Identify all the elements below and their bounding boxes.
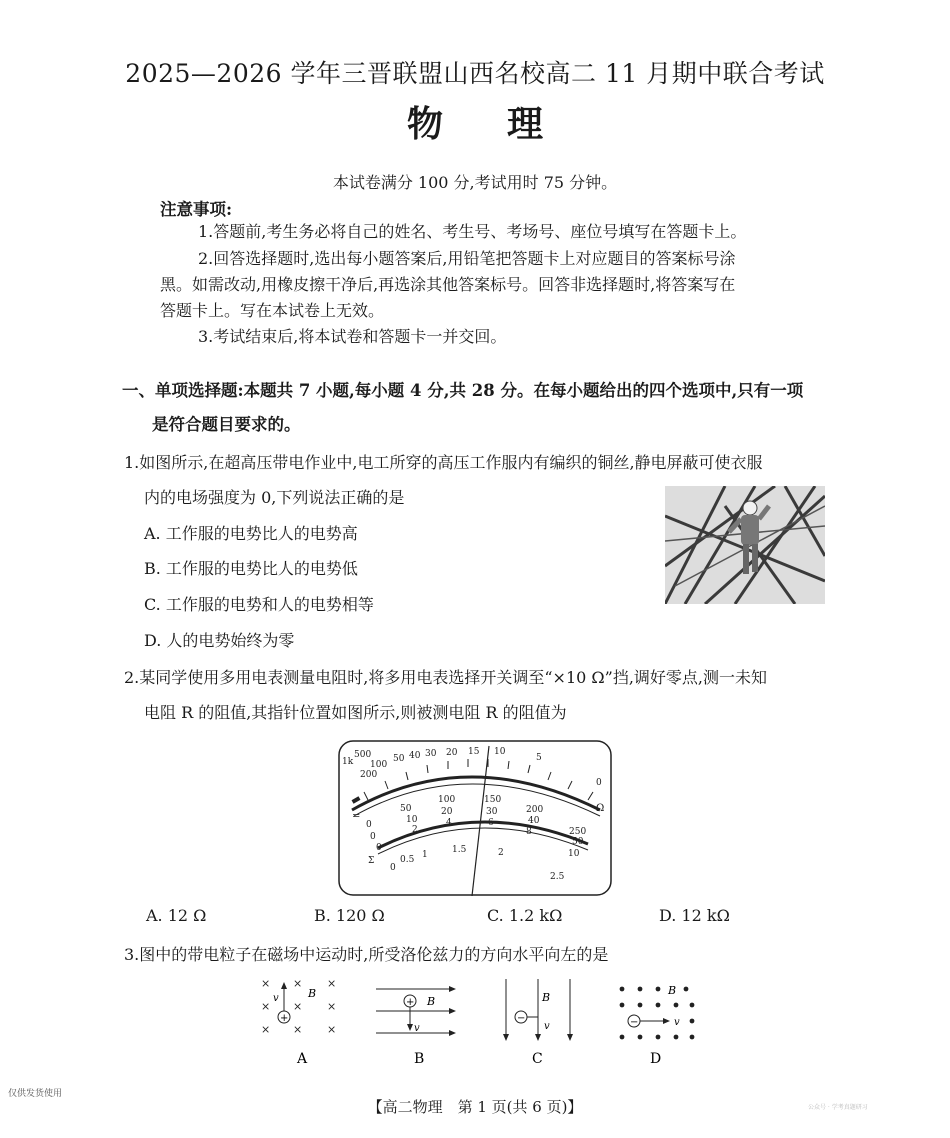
dc-symbol: = bbox=[352, 811, 361, 822]
notes-heading: 注意事项: bbox=[160, 200, 233, 219]
q2-stem-line2: 电阻 R 的阻值,其指针位置如图所示,则被测电阻 R 的阻值为 bbox=[144, 703, 567, 722]
ac-2.5: 2.5 bbox=[550, 872, 565, 882]
dc-c-4: 4 bbox=[446, 818, 452, 828]
ohm-20: 20 bbox=[446, 748, 458, 758]
q3-figure-c bbox=[494, 975, 584, 1065]
svg-text:−: − bbox=[630, 1017, 639, 1028]
dc-a-50: 50 bbox=[400, 804, 412, 814]
page-footer: 【高二物理 第 1 页(共 6 页)】 bbox=[367, 1098, 583, 1116]
q3-figure-a bbox=[255, 975, 345, 1065]
dc-c-6: 6 bbox=[488, 818, 494, 828]
svg-text:−: − bbox=[517, 1013, 526, 1024]
section-heading-line1: 一、单项选择题:本题共 7 小题,每小题 4 分,共 28 分。在每小题给出的四个选项中,只有一项 bbox=[122, 381, 804, 400]
q2-stem-line1: 2.某同学使用多用电表测量电阻时,将多用电表选择开关调至“×10 Ω”挡,调好零点,测一未知 bbox=[124, 668, 768, 687]
fig-c-label: C bbox=[532, 1051, 543, 1065]
fig-b-b-label: B bbox=[427, 995, 436, 1008]
ohm-30: 30 bbox=[425, 749, 437, 759]
svg-text:×: × bbox=[293, 1023, 303, 1036]
ohm-15: 15 bbox=[468, 747, 480, 757]
dc-a-150: 150 bbox=[484, 795, 502, 805]
q1-option-c: C. 工作服的电势和人的电势相等 bbox=[144, 595, 374, 614]
q2-option-d: D. 12 kΩ bbox=[659, 906, 730, 925]
ac-1: 1 bbox=[422, 850, 428, 860]
svg-text:×: × bbox=[327, 977, 337, 990]
fig-b-v-label: v bbox=[414, 1023, 420, 1034]
dc-b-30: 30 bbox=[486, 807, 498, 817]
dc-b-0: 0 bbox=[370, 832, 376, 842]
dc-c-8: 8 bbox=[526, 827, 532, 837]
fig-a-v-label: v bbox=[273, 993, 279, 1004]
section-heading-line2: 是符合题目要求的。 bbox=[152, 415, 301, 434]
fig-b-label: B bbox=[414, 1051, 425, 1065]
ohm-50: 50 bbox=[393, 754, 405, 764]
note-3: 3.考试结束后,将本试卷和答题卡一并交回。 bbox=[198, 327, 507, 346]
svg-text:+: + bbox=[280, 1013, 289, 1024]
q3-figure-d bbox=[612, 975, 702, 1065]
ac-0: 0 bbox=[390, 863, 396, 873]
svg-text:×: × bbox=[293, 1000, 303, 1013]
ohm-200: 200 bbox=[360, 770, 378, 780]
q1-option-d: D. 人的电势始终为零 bbox=[144, 631, 295, 650]
dc-b-20: 20 bbox=[441, 807, 453, 817]
dc-b-50: 50 bbox=[572, 837, 584, 847]
q2-option-b: B. 120 Ω bbox=[314, 906, 385, 925]
ohm-500: 500 bbox=[354, 750, 372, 760]
dc-a-0: 0 bbox=[366, 820, 372, 830]
watermark: 公众号 · 学考真题研习 bbox=[808, 1104, 868, 1111]
ohm-0: 0 bbox=[596, 778, 602, 788]
svg-text:×: × bbox=[293, 977, 303, 990]
exam-title: 2025—2026 学年三晋联盟山西名校高二 11 月期中联合考试 bbox=[125, 59, 825, 88]
ac-symbol: Σ bbox=[368, 856, 375, 866]
multimeter-dial bbox=[338, 740, 612, 896]
q3-stem: 3.图中的带电粒子在磁场中运动时,所受洛伦兹力的方向水平向左的是 bbox=[124, 945, 609, 964]
note-2-line1: 2.回答选择题时,选出每小题答案后,用铅笔把答题卡上对应题目的答案标号涂 bbox=[198, 249, 736, 268]
q2-option-a: A. 12 Ω bbox=[146, 906, 207, 925]
note-2-line2: 黑。如需改动,用橡皮擦干净后,再选涂其他答案标号。回答非选择题时,将答案写在 bbox=[160, 275, 736, 294]
note-2-line3: 答题卡上。写在本试卷上无效。 bbox=[160, 301, 385, 320]
ohm-1k: 1k bbox=[342, 757, 354, 767]
q3-figure-b bbox=[372, 975, 462, 1065]
svg-text:×: × bbox=[327, 1000, 337, 1013]
fig-c-b-label: B bbox=[542, 991, 551, 1004]
q1-option-b: B. 工作服的电势比人的电势低 bbox=[144, 559, 358, 578]
dc-c-0: 0 bbox=[376, 843, 382, 853]
fig-a-b-label: B bbox=[308, 987, 317, 1000]
dc-c-2: 2 bbox=[412, 825, 418, 835]
note-1: 1.答题前,考生务必将自己的姓名、考生号、考场号、座位号填写在答题卡上。 bbox=[198, 222, 747, 241]
svg-text:+: + bbox=[406, 997, 415, 1008]
dc-c-10: 10 bbox=[568, 849, 580, 859]
ohm-10: 10 bbox=[494, 747, 506, 757]
exam-intro: 本试卷满分 100 分,考试用时 75 分钟。 bbox=[332, 173, 618, 192]
dc-b-40: 40 bbox=[528, 816, 540, 826]
fig-d-b-label: B bbox=[668, 984, 677, 997]
svg-text:×: × bbox=[327, 1023, 337, 1036]
svg-text:×: × bbox=[261, 1023, 271, 1036]
ac-1.5: 1.5 bbox=[452, 845, 467, 855]
ohm-100: 100 bbox=[370, 760, 388, 770]
subject-title: 物理 bbox=[406, 103, 607, 145]
dc-b-10: 10 bbox=[406, 815, 418, 825]
fig-d-v-label: v bbox=[674, 1017, 680, 1028]
dc-a-100: 100 bbox=[438, 795, 456, 805]
fig-c-v-label: v bbox=[544, 1021, 550, 1032]
dc-a-250: 250 bbox=[569, 827, 587, 837]
q1-stem-line2: 内的电场强度为 0,下列说法正确的是 bbox=[144, 488, 405, 507]
fig-a-label: A bbox=[297, 1051, 308, 1065]
footer-note: 仅供发货使用 bbox=[8, 1089, 63, 1099]
q1-option-a: A. 工作服的电势比人的电势高 bbox=[144, 524, 358, 543]
ohm-unit: Ω bbox=[596, 803, 605, 814]
q2-option-c: C. 1.2 kΩ bbox=[487, 906, 563, 925]
q1-photo-tower-worker bbox=[665, 486, 825, 604]
q1-stem-line1: 1.如图所示,在超高压带电作业中,电工所穿的高压工作服内有编织的铜丝,静电屏蔽可使衣服 bbox=[124, 453, 763, 472]
dc-a-200: 200 bbox=[526, 805, 544, 815]
fig-d-label: D bbox=[650, 1051, 662, 1065]
svg-text:×: × bbox=[261, 977, 271, 990]
ac-2: 2 bbox=[498, 848, 504, 858]
svg-text:×: × bbox=[261, 1000, 271, 1013]
ohm-40: 40 bbox=[409, 751, 421, 761]
ohm-5: 5 bbox=[536, 753, 542, 763]
ac-0.5: 0.5 bbox=[400, 855, 415, 865]
section-heading bbox=[122, 374, 842, 442]
